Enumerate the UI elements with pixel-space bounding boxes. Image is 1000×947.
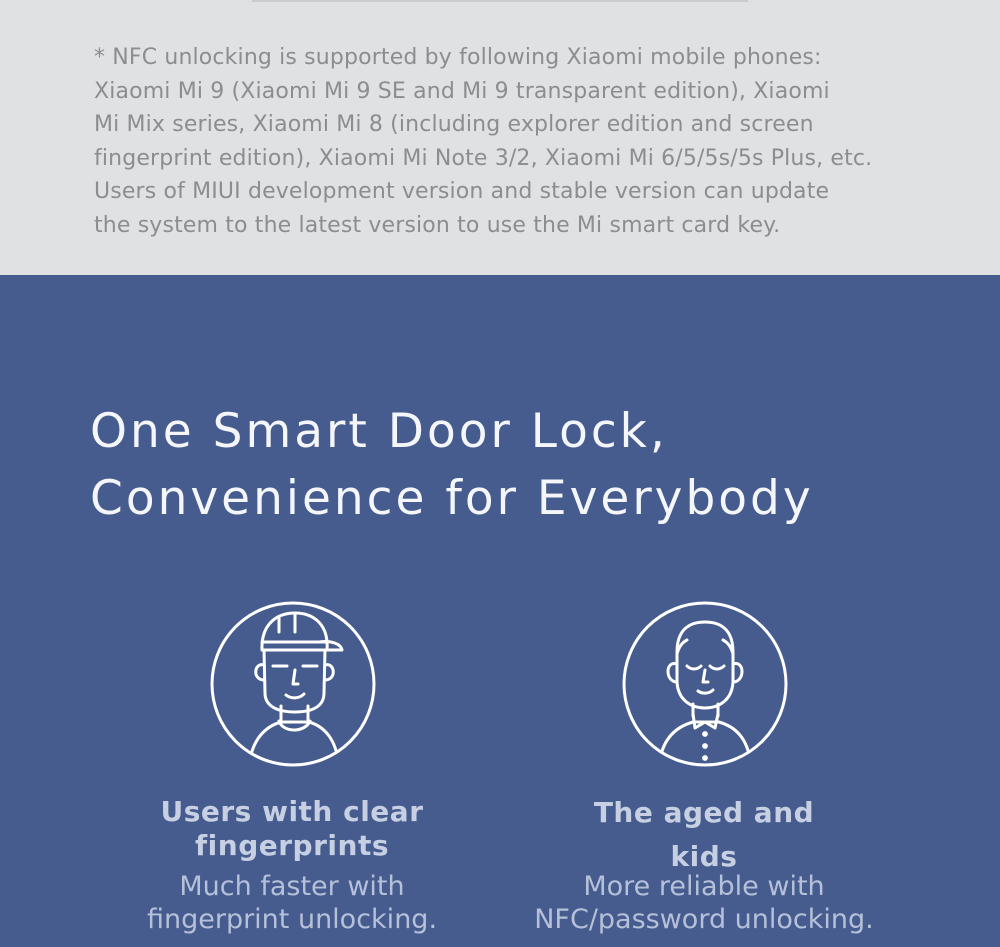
feature-description-line: More reliable with xyxy=(583,871,825,902)
note-line: Mi Mix series, Xiaomi Mi 8 (including explorer edition and screen xyxy=(94,112,814,137)
feature-title-line: kids xyxy=(670,840,738,873)
feature-description xyxy=(92,870,492,936)
young-man-cap-icon xyxy=(209,600,377,768)
nfc-compatibility-note xyxy=(0,0,1000,275)
note-line: Xiaomi Mi 9 (Xiaomi Mi 9 SE and Mi 9 transparent edition), Xiaomi xyxy=(94,78,830,104)
feature-description xyxy=(504,870,904,936)
divider xyxy=(252,0,748,2)
feature-section xyxy=(0,275,1000,947)
feature-description-line: NFC/password unlocking. xyxy=(534,904,874,935)
feature-description-line: Much faster with xyxy=(179,871,405,902)
feature-title xyxy=(504,791,904,879)
note-line: fingerprint edition), Xiaomi Mi Note 3/2, Xiaomi Mi 6/5/5s/5s Plus, etc. xyxy=(94,145,873,171)
feature-title-line: Users with clear xyxy=(160,795,424,828)
feature-description-line: fingerprint unlocking. xyxy=(146,904,438,935)
note-line: the system to the latest version to use the Mi smart card key. xyxy=(94,212,781,238)
note-line: * NFC unlocking is supported by following Xiaomi mobile phones: xyxy=(94,45,822,70)
feature-title-line: The aged and xyxy=(593,796,815,829)
elderly-man-icon xyxy=(621,600,789,768)
headline-line-2: Convenience for Everybody xyxy=(90,471,814,526)
note-text xyxy=(94,41,954,242)
note-line: Users of MIUI development version and stable version can update xyxy=(94,179,830,204)
section-headline xyxy=(90,398,814,532)
feature-title-line: fingerprints xyxy=(195,829,389,862)
feature-title xyxy=(92,795,492,863)
headline-line-1: One Smart Door Lock, xyxy=(90,404,668,459)
